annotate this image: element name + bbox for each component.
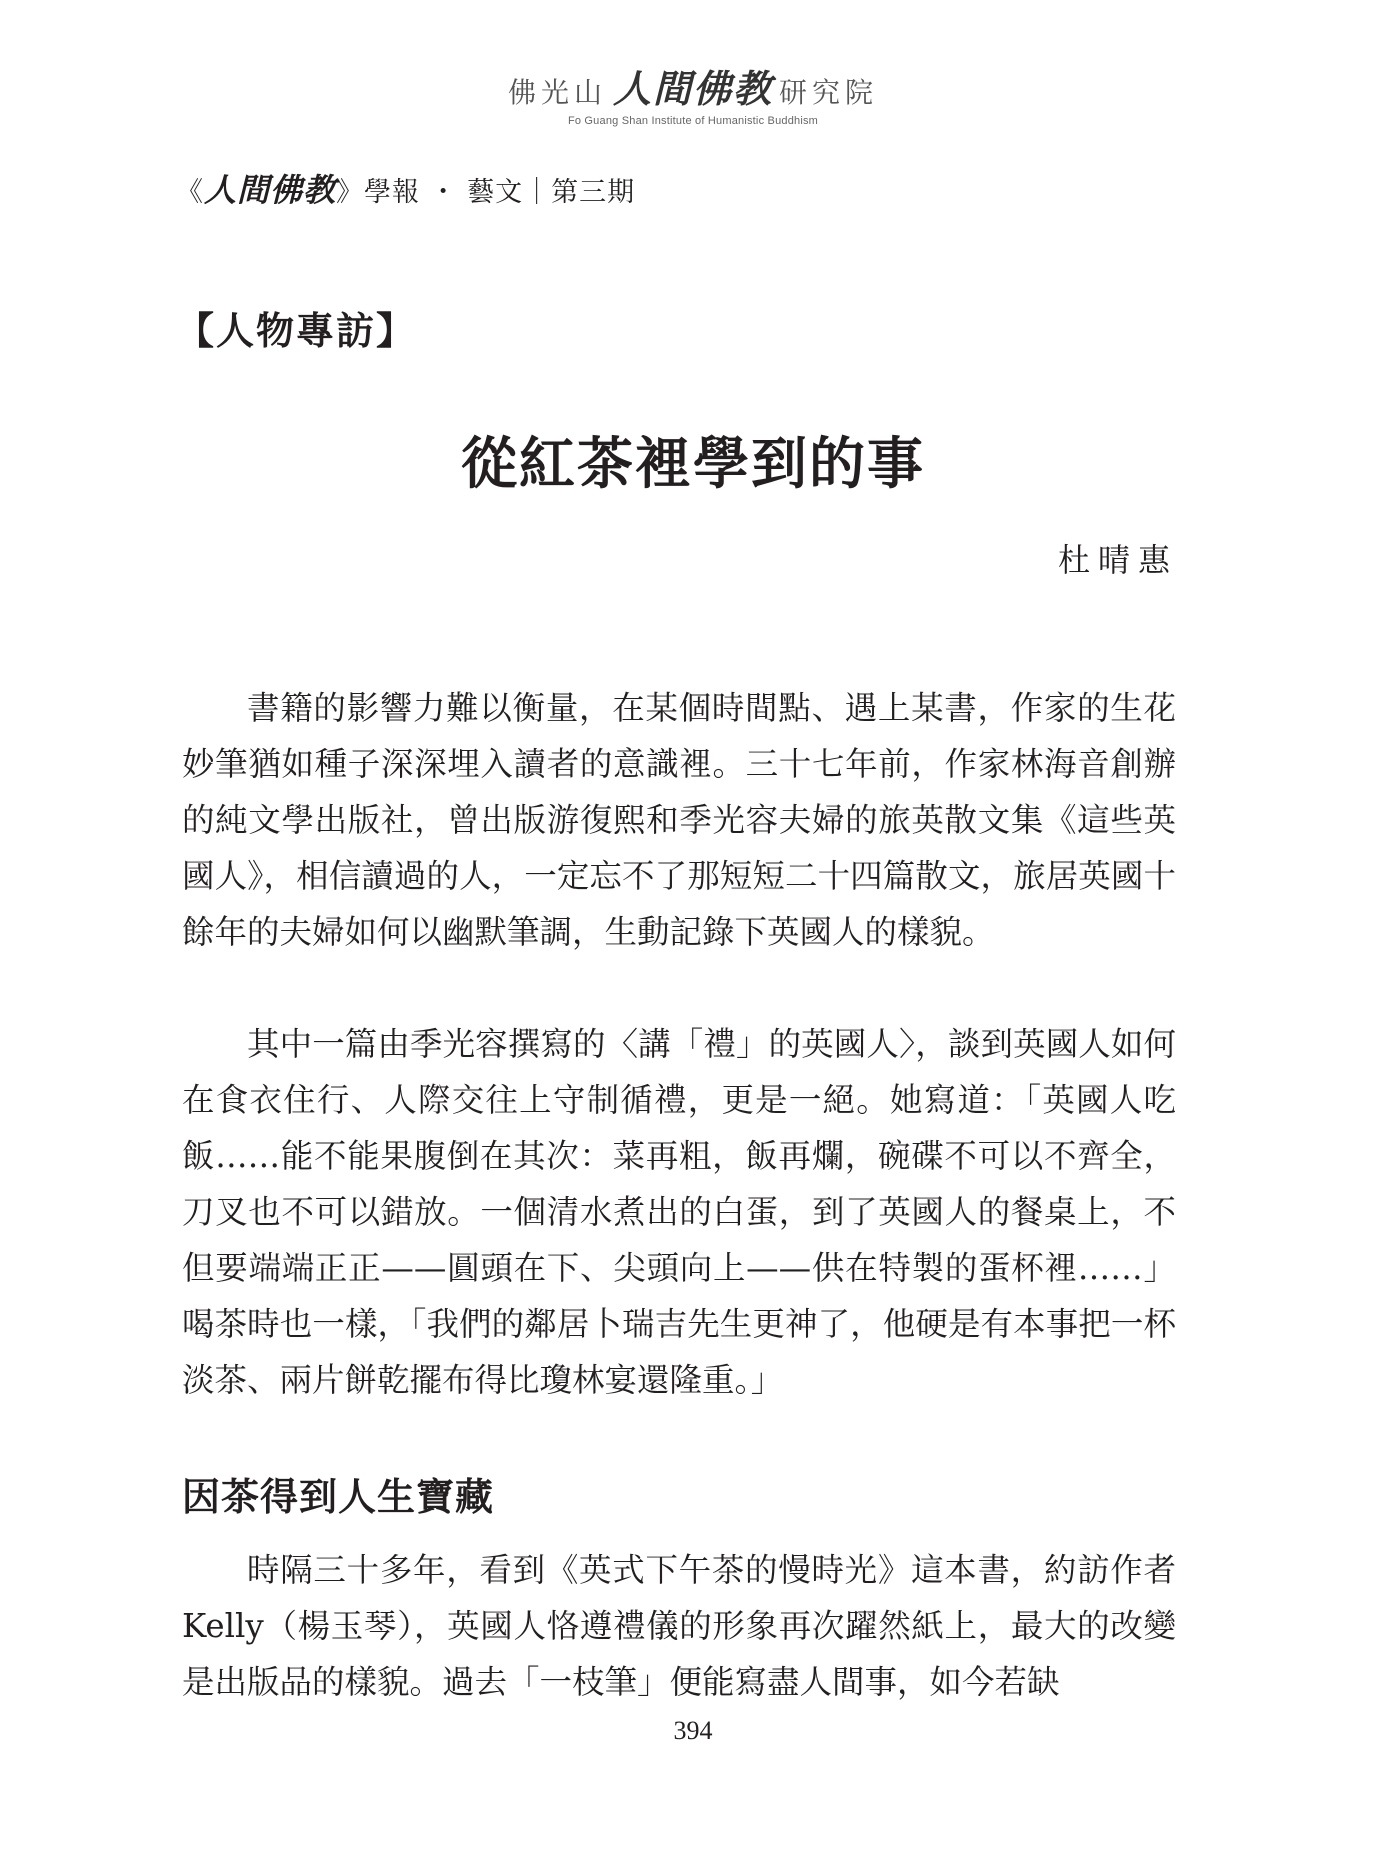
article-title: 從紅茶裡學到的事: [461, 431, 925, 497]
journal-logo: 人間佛教: [204, 171, 337, 209]
body-paragraph-2: [182, 1016, 1176, 1408]
journal-open-bracket: 《: [176, 177, 204, 208]
article-author: 杜晴惠: [1057, 541, 1178, 579]
institute-suffix: 研究院: [779, 76, 879, 109]
institute-logo: 人間佛教: [612, 67, 773, 111]
journal-running-head: [176, 165, 635, 211]
section-subheading: 因茶得到人生寶藏: [182, 1474, 495, 1519]
institute-english-name: Fo Guang Shan Institute of Humanistic Buddhism: [567, 115, 819, 127]
section-tag: 【人物專訪】: [176, 308, 417, 353]
paragraph-text: 時隔三十多年，看到《英式下午茶的慢時光》這本書，約訪作者 Kelly（楊玉琴），英國人恪遵禮儀的形象再次躍然紙上，最大的改變是出版品的樣貌。過去「一枝筆」便能寫盡人間事，如今若缺: [182, 1551, 1176, 1701]
institute-name: [0, 58, 1386, 113]
institute-prefix: 佛光山: [507, 76, 607, 109]
body-paragraph-3: [182, 1542, 1176, 1710]
paragraph-text: 書籍的影響力難以衡量，在某個時間點、遇上某書，作家的生花妙筆猶如種子深深埋入讀者的意識裡。三十七年前，作家林海音創辦的純文學出版社，曾出版游復熙和季光容夫婦的旅英散文集《這些英國人》，相信讀過的人，一定忘不了那短短二十四篇散文，旅居英國十餘年的夫婦如何以幽默筆調，生動記錄下英國人的樣貌。: [182, 689, 1176, 951]
paragraph-text: 其中一篇由季光容撰寫的〈講「禮」的英國人〉，談到英國人如何在食衣住行、人際交往上守制循禮，更是一絕。她寫道：「英國人吃飯……能不能果腹倒在其次：菜再粗，飯再爛，碗碟不可以不齊全，刀叉也不可以錯放。一個清水煮出的白蛋，到了英國人的餐桌上，不但要端端正正——圓頭在下、尖頭向上——供在特製的蛋杯裡……」喝茶時也一樣，「我們的鄰居卜瑞吉先生更神了，他硬是有本事把一杯淡茶、兩片餅乾擺布得比瓊林宴還隆重。」: [182, 1025, 1176, 1399]
journal-close-bracket: 》: [336, 177, 365, 208]
institute-header: [0, 58, 1386, 127]
journal-issue-info: 學報 ・ 藝文｜第三期: [364, 177, 636, 208]
page-number: 394: [673, 1716, 713, 1745]
body-paragraph-1: [182, 680, 1176, 960]
